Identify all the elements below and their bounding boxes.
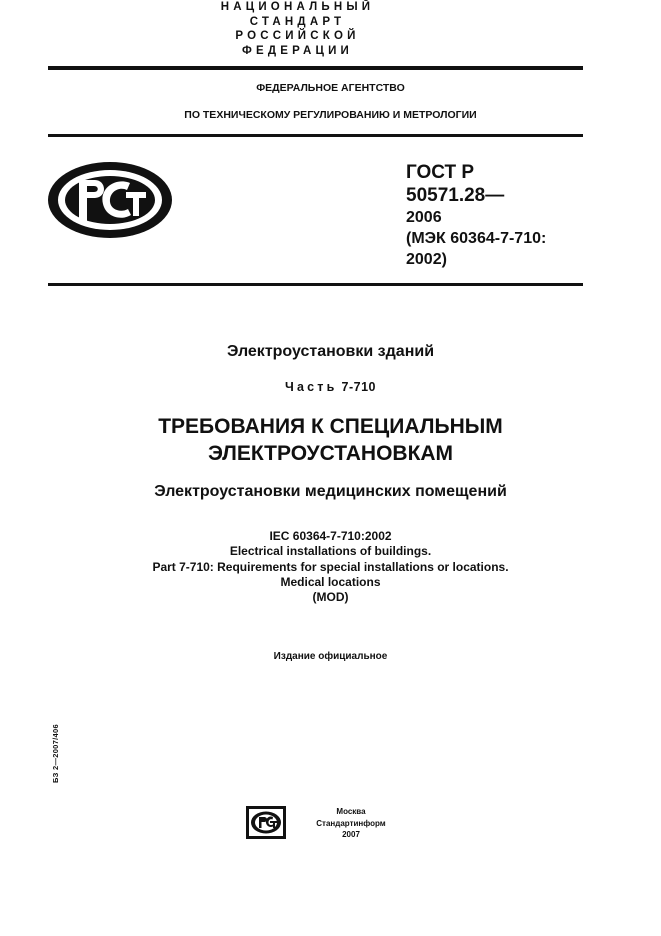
publisher-year: 2007 xyxy=(342,830,360,839)
designation-line-1: ГОСТ Р xyxy=(406,162,475,183)
agency-rule xyxy=(48,134,583,137)
national-standard-line-2: СТАНДАРТ xyxy=(249,15,346,28)
part-number: 7-710 xyxy=(341,380,376,394)
iec-line-2: Electrical installations of buildings. xyxy=(229,544,432,559)
national-standard-line-3: РОССИЙСКОЙ xyxy=(235,30,360,42)
standartinform-logo-icon xyxy=(246,806,286,839)
designation-line-5: 2002) xyxy=(406,251,447,268)
agency-line-2: ПО ТЕХНИЧЕСКОМУ РЕГУЛИРОВАНИЮ И МЕТРОЛОГИИ xyxy=(184,109,477,121)
part-word: Часть xyxy=(285,380,338,394)
part-label xyxy=(0,380,661,394)
document-title: Электроустановки зданий xyxy=(226,343,435,360)
publisher-city: Москва xyxy=(336,807,366,816)
publisher-name: Стандартинформ xyxy=(316,818,386,828)
national-standard-line-1: НАЦИОНАЛЬНЫЙ xyxy=(220,1,375,13)
agency-line-1: ФЕДЕРАЛЬНОЕ АГЕНТСТВО xyxy=(256,82,405,94)
standard-designation xyxy=(406,161,546,270)
designation-line-3: 2006 xyxy=(406,209,442,226)
top-rule xyxy=(48,66,583,70)
iec-reference xyxy=(0,529,661,605)
document-subtitle: Электроустановки медицинских помещений xyxy=(154,483,507,500)
national-standard-label xyxy=(190,0,405,58)
header-bottom-rule xyxy=(48,283,583,286)
heading-line-1: ТРЕБОВАНИЯ К СПЕЦИАЛЬНЫМ xyxy=(158,415,503,438)
national-standard-line-4: ФЕДЕРАЦИИ xyxy=(241,44,354,57)
heading-line-2: ЭЛЕКТРОУСТАНОВКАМ xyxy=(207,442,454,465)
designation-line-2: 50571.28— xyxy=(406,185,505,206)
iec-line-1: IEC 60364-7-710:2002 xyxy=(269,529,392,543)
iec-line-5: (MOD) xyxy=(312,590,349,605)
designation-line-4: (МЭК 60364-7-710: xyxy=(406,230,547,247)
edition-label: Издание официальное xyxy=(273,651,388,662)
document-heading xyxy=(0,413,661,467)
iec-line-3: Part 7-710: Requirements for special installations or locations. xyxy=(152,559,509,574)
rst-emblem-icon xyxy=(45,159,175,241)
iec-line-4: Medical locations xyxy=(280,574,381,589)
publisher-info xyxy=(312,806,390,841)
side-code: БЗ 2—2007/406 xyxy=(51,724,60,783)
